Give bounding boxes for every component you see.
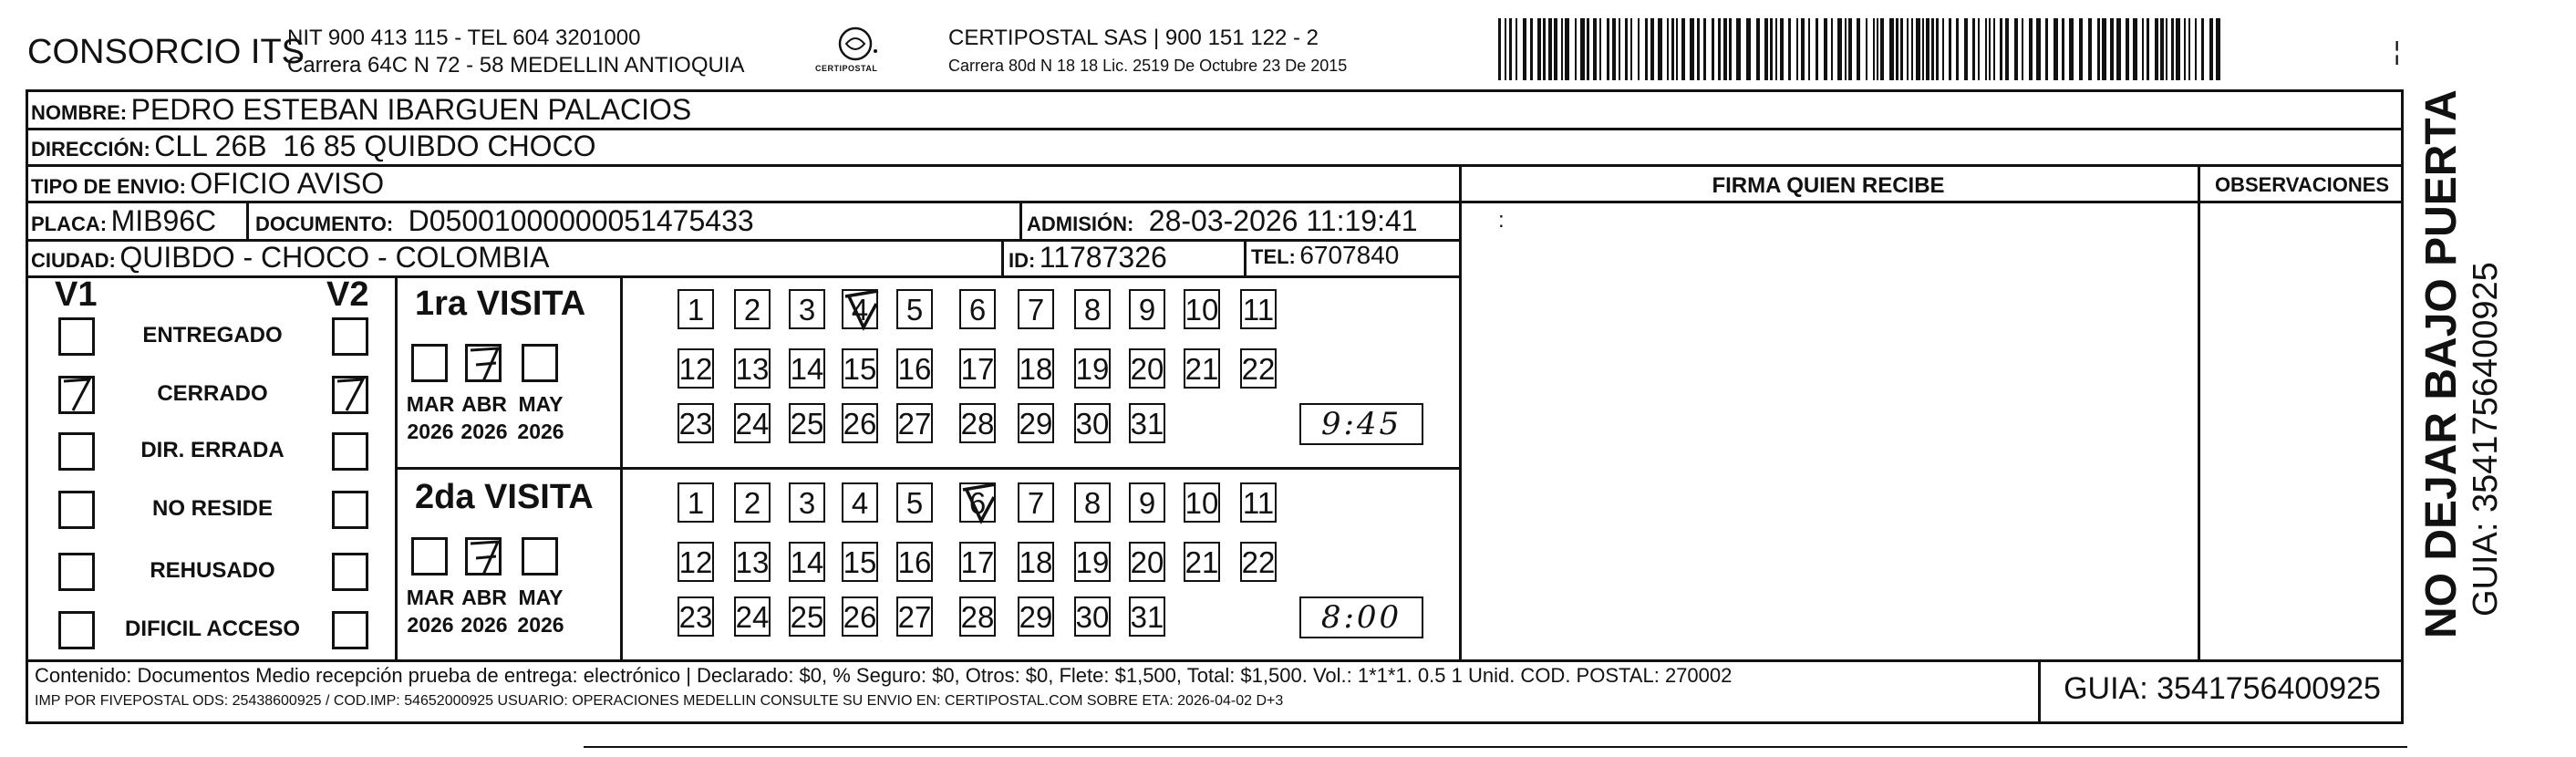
status-label: DIR. ERRADA xyxy=(140,438,284,462)
barcode-bar xyxy=(1816,18,1818,80)
footer-guia: GUIA: 3541756400925 xyxy=(2064,671,2381,706)
ciudad-field xyxy=(31,241,549,275)
barcode-bar xyxy=(2036,18,2041,80)
admision-value: 28-03-2026 11:19:41 xyxy=(1148,204,1418,237)
handwritten-time: 9:45 xyxy=(1299,403,1423,445)
barcode-bar xyxy=(2022,18,2023,80)
barcode-bar xyxy=(1916,18,1920,80)
barcode-bar xyxy=(2079,18,2083,80)
recipient-name-row xyxy=(31,93,691,127)
year-label: 2026 xyxy=(407,613,454,637)
id-value: 11787326 xyxy=(1039,241,1167,274)
barcode-bar xyxy=(1911,18,1913,80)
day-cell[interactable]: 13 xyxy=(734,542,771,582)
year-label: 2026 xyxy=(517,420,564,443)
barcode-bar xyxy=(2195,18,2197,80)
barcode-bar xyxy=(2126,18,2129,80)
barcode-bar xyxy=(1671,18,1674,80)
day-cell[interactable]: 11 xyxy=(1240,289,1277,329)
barcode-bar xyxy=(1801,18,1805,80)
barcode-bar xyxy=(1796,18,1798,80)
barcode-bar xyxy=(2176,18,2180,80)
visit-title: 2da VISITA xyxy=(415,478,594,516)
barcode-bar xyxy=(2005,18,2009,80)
day-cell[interactable]: 18 xyxy=(1018,542,1054,582)
courier-line-2: Carrera 80d N 18 18 Lic. 2519 De Octubre 23 De 2015 xyxy=(948,57,1348,75)
day-cell[interactable]: 2 xyxy=(734,289,771,329)
day-cell[interactable]: 19 xyxy=(1074,542,1111,582)
barcode-bar xyxy=(2069,18,2074,80)
barcode-bar xyxy=(1516,18,1517,80)
day-cell[interactable]: 16 xyxy=(896,348,933,389)
day-cell[interactable]: 8 xyxy=(1074,289,1111,329)
documento-label: DOCUMENTO: xyxy=(255,213,394,235)
v2-header: V2 xyxy=(326,275,369,314)
bottom-edge-line xyxy=(584,746,2407,748)
barcode-bar xyxy=(1746,18,1751,80)
barcode-bar xyxy=(1831,18,1833,80)
day-cell[interactable]: 26 xyxy=(842,596,878,637)
day-cell[interactable]: 23 xyxy=(678,596,714,637)
day-cell[interactable]: 25 xyxy=(789,596,825,637)
barcode-bar xyxy=(1723,18,1727,80)
recipient-address: CLL 26B 16 85 QUIBDO CHOCO xyxy=(154,130,596,162)
barcode-bar xyxy=(1993,18,1995,80)
day-cell[interactable]: 12 xyxy=(678,348,714,389)
barcode-bar xyxy=(1554,18,1557,80)
status-label: NO RESIDE xyxy=(151,496,274,521)
nombre-label: NOMBRE: xyxy=(31,101,128,124)
status-checkbox-v2[interactable] xyxy=(332,611,368,649)
day-cell[interactable]: 7 xyxy=(1018,289,1054,329)
month-checkbox[interactable] xyxy=(411,344,448,382)
barcode-bar xyxy=(1877,18,1878,80)
day-cell[interactable]: 20 xyxy=(1129,542,1165,582)
barcode-bar xyxy=(1770,18,1773,80)
day-cell[interactable]: 18 xyxy=(1018,348,1054,389)
admision-field xyxy=(1027,204,1418,238)
barcode-bar xyxy=(2209,18,2213,80)
day-cell[interactable]: 10 xyxy=(1184,482,1220,523)
barcode-bar xyxy=(1978,18,1980,80)
month-checkbox[interactable] xyxy=(522,537,558,576)
status-checkbox-v1[interactable] xyxy=(58,432,95,471)
barcode-bar xyxy=(1587,18,1589,80)
day-cell[interactable]: 30 xyxy=(1074,403,1111,443)
side-text xyxy=(2418,73,2519,638)
day-cell[interactable]: 4 xyxy=(842,482,878,523)
day-check-mark xyxy=(836,284,887,335)
tel-field xyxy=(1251,241,1399,270)
barcode-bar xyxy=(1936,18,1939,80)
day-cell[interactable]: 22 xyxy=(1240,348,1277,389)
day-cell[interactable]: 11 xyxy=(1240,482,1277,523)
day-cell[interactable]: 15 xyxy=(842,348,878,389)
barcode-bar xyxy=(1922,18,1924,80)
status-checkbox-v2[interactable] xyxy=(332,432,368,471)
year-label: 2026 xyxy=(517,613,564,637)
day-cell[interactable]: 14 xyxy=(789,542,825,582)
barcode-bar xyxy=(1788,18,1791,80)
barcode-bar xyxy=(1942,18,1944,80)
barcode-bar xyxy=(1658,18,1662,80)
day-cell[interactable]: 23 xyxy=(678,403,714,443)
barcode-bar xyxy=(2097,18,2100,80)
barcode-bar xyxy=(1575,18,1577,80)
barcode-bar xyxy=(1645,18,1648,80)
day-cell[interactable]: 9 xyxy=(1129,289,1165,329)
barcode-bar xyxy=(1509,18,1512,80)
barcode-bar xyxy=(1926,18,1929,80)
year-label: 2026 xyxy=(407,420,454,443)
status-checkbox-v1[interactable] xyxy=(58,317,95,356)
no-dejar-warning: NO DEJAR BAJO PUERTA xyxy=(2417,89,2466,638)
day-cell[interactable]: 30 xyxy=(1074,596,1111,637)
day-cell[interactable]: 21 xyxy=(1184,542,1220,582)
month-label: MAY xyxy=(518,392,564,416)
barcode-bar xyxy=(1498,18,1501,80)
barcode-bar xyxy=(2000,18,2002,80)
day-cell[interactable]: 24 xyxy=(734,596,771,637)
month-label: MAR xyxy=(406,586,455,609)
status-checkbox-v2[interactable] xyxy=(332,491,368,529)
barcode-bar xyxy=(1548,18,1552,80)
barcode-bar xyxy=(2088,18,2092,80)
day-cell[interactable]: 19 xyxy=(1074,348,1111,389)
day-check-mark xyxy=(954,477,1005,528)
barcode-bar xyxy=(1561,18,1563,80)
barcode-bar xyxy=(1607,18,1609,80)
barcode-bar xyxy=(1523,18,1526,80)
barcode-bar xyxy=(1593,18,1597,80)
barcode-bar xyxy=(2054,18,2058,80)
status-label: CERRADO xyxy=(157,381,268,406)
barcode-bar xyxy=(1964,18,1968,80)
month-check-mark xyxy=(463,533,509,578)
barcode-bar xyxy=(1703,18,1706,80)
day-cell[interactable]: 29 xyxy=(1018,403,1054,443)
barcode-bar xyxy=(1880,18,1884,80)
day-cell[interactable]: 28 xyxy=(959,596,996,637)
barcode-bar xyxy=(1681,18,1685,80)
barcode-bar xyxy=(1667,18,1669,80)
barcode-bar xyxy=(1931,18,1934,80)
status-checkbox-v2[interactable] xyxy=(332,317,368,356)
admision-label: ADMISIÓN: xyxy=(1027,213,1134,235)
visit-title: 1ra VISITA xyxy=(415,285,586,323)
barcode-bar xyxy=(1873,18,1875,80)
barcode-bar xyxy=(1775,18,1777,80)
barcode-bar xyxy=(1565,18,1569,80)
day-cell[interactable]: 2 xyxy=(734,482,771,523)
barcode-bar xyxy=(1848,18,1852,80)
barcode-bar xyxy=(1949,18,1951,80)
day-cell[interactable]: 27 xyxy=(896,403,933,443)
barcode-bar xyxy=(1972,18,1975,80)
barcode xyxy=(1498,18,2223,80)
year-label: 2026 xyxy=(460,613,508,637)
barcode-bar xyxy=(2147,18,2149,80)
firma-header: FIRMA QUIEN RECIBE xyxy=(1712,173,1945,198)
day-cell[interactable]: 6 xyxy=(959,482,996,523)
barcode-bar xyxy=(1729,18,1732,80)
status-checkbox-v1[interactable] xyxy=(58,376,95,414)
barcode-bar xyxy=(1638,18,1640,80)
shipment-type-row xyxy=(31,167,384,201)
footer-contenido: Contenido: Documentos Medio recepción prueba de entrega: electrónico | Declarado: $0, % Seguro: $0, Otros: $0, Flete: $1,500, Total: $1,500. Vol.: 1*1*1. 0.5 1 Unid. COD. POSTAL: 270002 xyxy=(35,664,1733,687)
address-row xyxy=(31,130,596,163)
barcode-bar xyxy=(2201,18,2204,80)
barcode-bar xyxy=(1580,18,1585,80)
month-checkbox[interactable] xyxy=(522,344,558,382)
day-cell[interactable]: 5 xyxy=(896,482,933,523)
barcode-bar xyxy=(2142,18,2144,80)
month-label: MAY xyxy=(518,586,564,609)
ciudad-label: CIUDAD: xyxy=(31,249,116,272)
barcode-bar xyxy=(1505,18,1506,80)
barcode-bar xyxy=(1625,18,1628,80)
barcode-bar xyxy=(1866,18,1867,80)
day-cell[interactable]: 1 xyxy=(678,289,714,329)
barcode-bar xyxy=(1650,18,1654,80)
ciudad-value: QUIBDO - CHOCO - COLOMBIA xyxy=(119,241,550,274)
observaciones-header: OBSERVACIONES xyxy=(2214,173,2390,196)
footer-imp: IMP POR FIVEPOSTAL ODS: 25438600925 / COD.IMP: 54652000925 USUARIO: OPERACIONES MEDELLIN CONSULTE SU ENVIO EN: CERTIPOSTAL.COM SOBRE ETA: 2026-04-02 D+3 xyxy=(35,693,1284,709)
day-cell[interactable]: 4 xyxy=(842,289,878,329)
barcode-bar xyxy=(1808,18,1810,80)
day-cell[interactable]: 29 xyxy=(1018,596,1054,637)
barcode-bar xyxy=(2155,18,2158,80)
company-nit: NIT 900 413 115 - TEL 604 3201000 xyxy=(287,26,641,50)
tel-label: TEL: xyxy=(1251,245,1296,268)
status-checkbox-v1[interactable] xyxy=(58,553,95,591)
barcode-bar xyxy=(1676,18,1678,80)
day-cell[interactable]: 17 xyxy=(959,542,996,582)
day-cell[interactable]: 31 xyxy=(1129,596,1165,637)
day-cell[interactable]: 17 xyxy=(959,348,996,389)
month-label: MAR xyxy=(406,392,455,416)
barcode-bar xyxy=(1956,18,1959,80)
barcode-bar xyxy=(2166,18,2167,80)
barcode-bar xyxy=(2102,18,2106,80)
placa-value: MIB96C xyxy=(110,204,217,237)
barcode-bar xyxy=(1900,18,1903,80)
day-cell[interactable]: 26 xyxy=(842,403,878,443)
day-cell[interactable]: 24 xyxy=(734,403,771,443)
day-cell[interactable]: 9 xyxy=(1129,482,1165,523)
barcode-bar xyxy=(1857,18,1860,80)
month-check-mark xyxy=(463,339,509,385)
barcode-bar xyxy=(2160,18,2164,80)
barcode-bar xyxy=(2184,18,2186,80)
status-checkbox-v1[interactable] xyxy=(58,611,95,649)
company-address: Carrera 64C N 72 - 58 MEDELLIN ANTIOQUIA xyxy=(287,53,745,78)
status-checkbox-v2[interactable] xyxy=(332,553,368,591)
barcode-bar xyxy=(1543,18,1546,80)
day-cell[interactable]: 10 xyxy=(1184,289,1220,329)
side-guia: GUIA: 3541756400925 xyxy=(2467,262,2505,617)
tel-value: 6707840 xyxy=(1299,241,1400,269)
certipostal-logo xyxy=(810,24,901,80)
day-cell[interactable]: 6 xyxy=(959,289,996,329)
barcode-bar xyxy=(1690,18,1694,80)
day-cell[interactable]: 21 xyxy=(1184,348,1220,389)
barcode-bar xyxy=(1889,18,1894,80)
day-cell[interactable]: 31 xyxy=(1129,403,1165,443)
barcode-bar xyxy=(2188,18,2190,80)
barcode-bar xyxy=(1896,18,1898,80)
handwritten-time: 8:00 xyxy=(1299,596,1423,638)
v1-header: V1 xyxy=(55,275,98,314)
barcode-bar xyxy=(2045,18,2048,80)
barcode-bar xyxy=(2171,18,2174,80)
company-name: CONSORCIO ITS xyxy=(27,33,305,71)
status-label: REHUSADO xyxy=(150,558,275,583)
placa-field xyxy=(31,204,216,238)
day-cell[interactable]: 16 xyxy=(896,542,933,582)
day-cell[interactable]: 25 xyxy=(789,403,825,443)
id-label: ID: xyxy=(1009,249,1036,272)
day-cell[interactable]: 20 xyxy=(1129,348,1165,389)
year-label: 2026 xyxy=(460,420,508,443)
id-field xyxy=(1009,241,1167,275)
barcode-bar xyxy=(1764,18,1768,80)
barcode-bar xyxy=(1697,18,1700,80)
barcode-bar xyxy=(1712,18,1714,80)
month-label: ABR xyxy=(461,586,507,609)
recipient-name: PEDRO ESTEBAN IBARGUEN PALACIOS xyxy=(130,93,692,126)
barcode-bar xyxy=(1599,18,1601,80)
day-cell[interactable]: 5 xyxy=(896,289,933,329)
documento-field xyxy=(255,204,754,238)
barcode-bar xyxy=(1837,18,1842,80)
month-label: ABR xyxy=(461,392,507,416)
barcode-bar xyxy=(1989,18,1991,80)
day-cell[interactable]: 1 xyxy=(678,482,714,523)
barcode-bar xyxy=(1907,18,1909,80)
month-checkbox[interactable] xyxy=(411,537,448,576)
shipment-type: OFICIO AVISO xyxy=(190,167,385,200)
barcode-bar xyxy=(1985,18,1987,80)
day-cell[interactable]: 3 xyxy=(789,289,825,329)
barcode-bar xyxy=(1530,18,1533,80)
barcode-bar xyxy=(1824,18,1827,80)
barcode-bar xyxy=(2133,18,2137,80)
day-cell[interactable]: 15 xyxy=(842,542,878,582)
status-checkbox-v1[interactable] xyxy=(58,491,95,529)
courier-line-1: CERTIPOSTAL SAS | 900 151 122 - 2 xyxy=(948,26,1319,50)
day-cell[interactable]: 14 xyxy=(789,348,825,389)
tipo-label: TIPO DE ENVIO: xyxy=(31,175,186,198)
status-checkbox-v2[interactable] xyxy=(332,376,368,414)
status-label: DIFICIL ACCESO xyxy=(124,617,300,641)
barcode-bar xyxy=(2216,18,2220,80)
barcode-bar xyxy=(1630,18,1632,80)
day-cell[interactable]: 7 xyxy=(1018,482,1054,523)
day-cell[interactable]: 8 xyxy=(1074,482,1111,523)
placa-label: PLACA: xyxy=(31,213,108,235)
barcode-bar xyxy=(1845,18,1847,80)
day-cell[interactable]: 22 xyxy=(1240,542,1277,582)
barcode-bar xyxy=(1780,18,1784,80)
day-cell[interactable]: 27 xyxy=(896,596,933,637)
firma-mark: : xyxy=(1498,208,1505,233)
barcode-bar xyxy=(1756,18,1760,80)
documento-value: D05001000000051475433 xyxy=(408,204,754,237)
day-cell[interactable]: 13 xyxy=(734,348,771,389)
barcode-bar xyxy=(1619,18,1620,80)
barcode-bar xyxy=(1537,18,1541,80)
status-label: ENTREGADO xyxy=(142,323,283,347)
direccion-label: DIRECCIÓN: xyxy=(31,138,150,161)
barcode-bar xyxy=(1736,18,1741,80)
barcode-bar xyxy=(1612,18,1616,80)
barcode-bar xyxy=(2110,18,2114,80)
barcode-bar xyxy=(2062,18,2064,80)
barcode-bar xyxy=(2029,18,2033,80)
barcode-bar xyxy=(2014,18,2018,80)
day-cell[interactable]: 3 xyxy=(789,482,825,523)
barcode-bar xyxy=(1718,18,1721,80)
day-cell[interactable]: 28 xyxy=(959,403,996,443)
day-cell[interactable]: 12 xyxy=(678,542,714,582)
corner-mark: ¦ xyxy=(2394,36,2401,65)
logo-text: CERTIPOSTAL xyxy=(815,64,878,73)
barcode-bar xyxy=(2116,18,2121,80)
